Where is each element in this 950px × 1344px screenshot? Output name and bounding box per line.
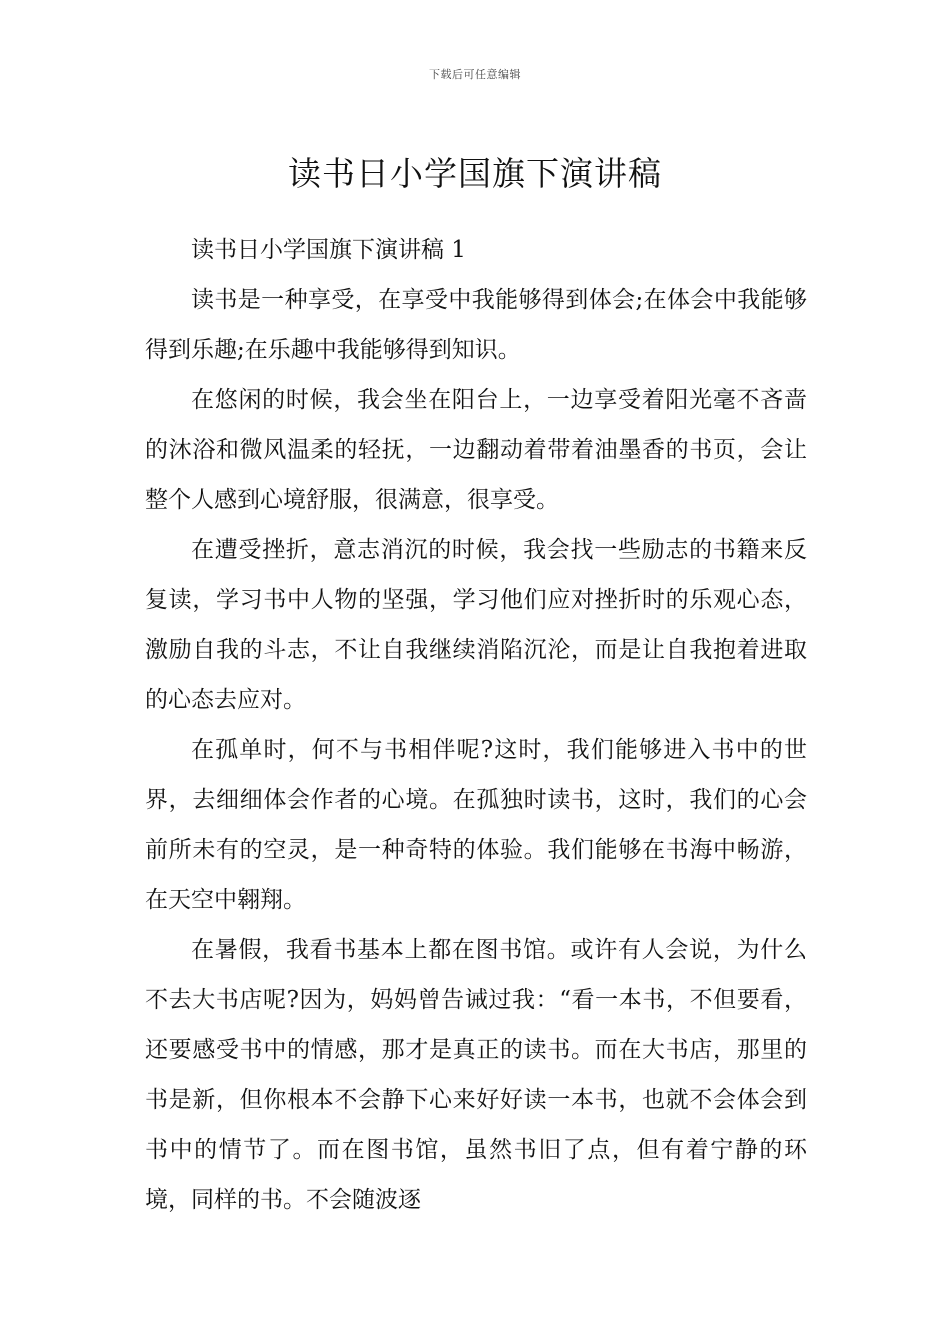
document-body — [145, 225, 807, 1225]
paragraph: 在悠闲的时候，我会坐在阳台上，一边享受着阳光毫不吝啬的沐浴和微风温柔的轻抚，一边翻动着带着油墨香的书页，会让整个人感到心境舒服，很满意，很享受。 — [145, 387, 807, 513]
paragraph: 读书是一种享受，在享受中我能够得到体会;在体会中我能够得到乐趣;在乐趣中我能够得到知识。 — [145, 287, 807, 363]
paragraph: 在遭受挫折，意志消沉的时候，我会找一些励志的书籍来反复读，学习书中人物的坚强，学习他们应对挫折时的乐观心态，激励自我的斗志，不让自我继续消陷沉沦，而是让自我抱着进取的心态去应对。 — [145, 537, 807, 713]
section-heading: 读书日小学国旗下演讲稿 1 — [191, 237, 466, 263]
document-title: 读书日小学国旗下演讲稿 — [288, 154, 662, 194]
paragraph: 在孤单时，何不与书相伴呢?这时，我们能够进入书中的世界，去细细体会作者的心境。在孤独时读书，这时，我们的心会前所未有的空灵，是一种奇特的体验。我们能够在书海中畅游，在天空中翱翔。 — [145, 737, 807, 913]
header-note: 下载后可任意编辑 — [429, 68, 521, 81]
paragraph: 在暑假，我看书基本上都在图书馆。或许有人会说，为什么不去大书店呢?因为，妈妈曾告诫过我：“看一本书，不但要看，还要感受书中的情感，那才是真正的读书。而在大书店，那里的书是新，但你根本不会静下心来好好读一本书，也就不会体会到书中的情节了。而在图书馆，虽然书旧了点，但有着宁静的环境，同样的书。不会随波逐 — [145, 937, 807, 1213]
